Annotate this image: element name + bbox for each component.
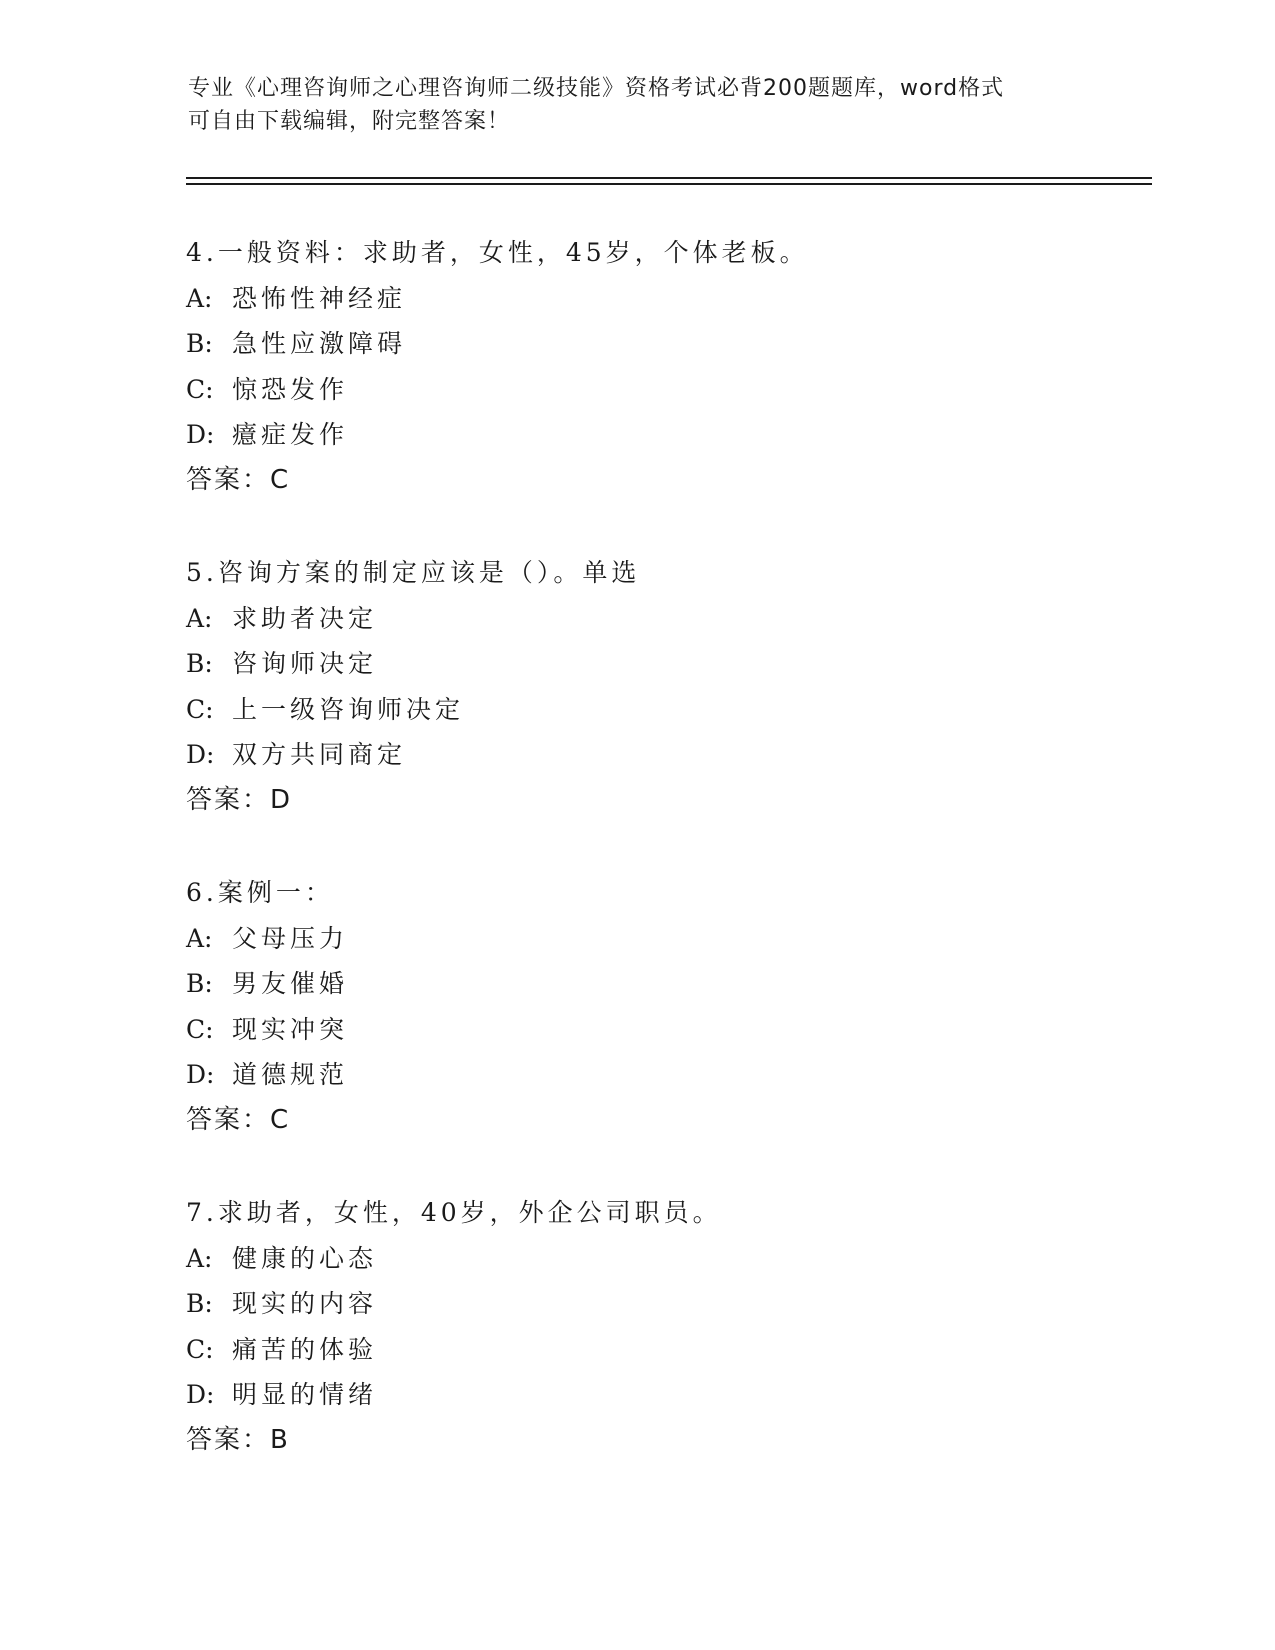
option-b <box>186 641 1146 687</box>
header-divider-bottom <box>186 183 1152 185</box>
option-label: B: <box>186 1289 213 1319</box>
option-text: 男友催婚 <box>232 969 349 999</box>
question-stem: 7.求助者，女性，40岁，外企公司职员。 <box>186 1198 722 1227</box>
option-text: 癔症发作 <box>232 420 349 450</box>
option-text: 父母压力 <box>232 923 349 953</box>
option-text: 咨询师决定 <box>232 649 378 679</box>
option-text: 上一级咨询师决定 <box>232 694 465 724</box>
header-line-2: 可自由下载编辑，附完整答案！ <box>188 109 511 134</box>
option-text: 求助者决定 <box>232 603 378 633</box>
option-text: 现实的内容 <box>232 1289 378 1319</box>
option-label: C: <box>186 374 214 404</box>
answer-line: 答案：C <box>186 1104 291 1135</box>
option-a <box>186 276 1146 322</box>
option-text: 道德规范 <box>232 1060 349 1090</box>
option-text: 恐怖性神经症 <box>232 283 407 313</box>
document-header <box>188 72 1068 138</box>
question-list <box>186 230 1146 1510</box>
header-line-1: 专业《心理咨询师之心理咨询师二级技能》资格考试必背200题题库，word格式 <box>188 76 1005 101</box>
question-6 <box>186 870 1146 1190</box>
question-stem: 5.咨询方案的制定应该是（）。单选 <box>186 558 641 587</box>
option-label: D: <box>186 420 215 450</box>
option-label: A: <box>186 1243 213 1273</box>
question-4 <box>186 230 1146 550</box>
option-text: 双方共同商定 <box>232 740 407 770</box>
option-c <box>186 687 1146 733</box>
option-label: D: <box>186 740 215 770</box>
option-a <box>186 596 1146 642</box>
header-divider-top <box>186 177 1152 179</box>
option-label: A: <box>186 923 213 953</box>
option-text: 急性应激障碍 <box>232 329 407 359</box>
option-label: D: <box>186 1060 215 1090</box>
option-text: 现实冲突 <box>232 1014 349 1044</box>
option-d <box>186 412 1146 458</box>
option-label: A: <box>186 283 213 313</box>
option-text: 健康的心态 <box>232 1243 378 1273</box>
question-stem: 6.案例一： <box>186 878 334 907</box>
option-label: C: <box>186 1334 214 1364</box>
answer-line: 答案：C <box>186 464 291 495</box>
answer-line: 答案：D <box>186 784 293 815</box>
option-label: C: <box>186 1014 214 1044</box>
option-text: 明显的情绪 <box>232 1380 378 1410</box>
option-b <box>186 961 1146 1007</box>
answer-line: 答案：B <box>186 1424 290 1455</box>
option-b <box>186 321 1146 367</box>
option-d <box>186 1052 1146 1098</box>
option-c <box>186 1327 1146 1373</box>
option-b <box>186 1281 1146 1327</box>
option-d <box>186 1372 1146 1418</box>
option-a <box>186 916 1146 962</box>
option-label: C: <box>186 694 214 724</box>
option-a <box>186 1236 1146 1282</box>
option-d <box>186 732 1146 778</box>
option-c <box>186 367 1146 413</box>
option-label: B: <box>186 969 213 999</box>
option-label: B: <box>186 329 213 359</box>
question-5 <box>186 550 1146 870</box>
question-7 <box>186 1190 1146 1510</box>
option-text: 痛苦的体验 <box>232 1334 378 1364</box>
question-stem: 4.一般资料：求助者，女性，45岁，个体老板。 <box>186 238 809 267</box>
option-text: 惊恐发作 <box>232 374 349 404</box>
option-label: D: <box>186 1380 215 1410</box>
option-label: A: <box>186 603 213 633</box>
option-c <box>186 1007 1146 1053</box>
option-label: B: <box>186 649 213 679</box>
